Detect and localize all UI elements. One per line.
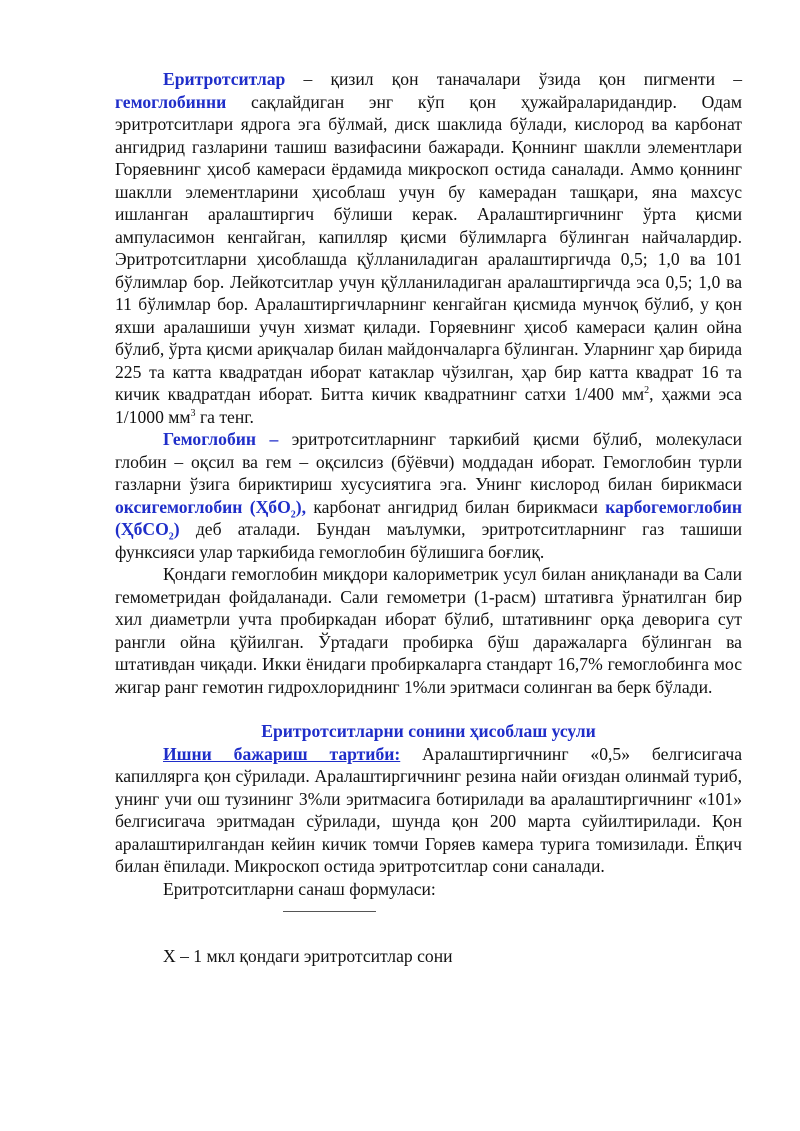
- term-procedure: Ишни бажариш тартиби:: [163, 743, 401, 764]
- formula-label: Еритротситларни санаш формуласи:: [163, 878, 436, 899]
- para2-text-3: деб аталади. Бундан маълумки, эритротситларнинг газ ташиши функсияси улар таркибида гемоглобин бўлишига боғлиқ.: [115, 519, 742, 562]
- term-hemoglobin: гемоглобинни: [115, 91, 227, 112]
- section-heading: Еритротситларни сонини ҳисоблаш усули: [261, 721, 596, 741]
- spacer: [115, 698, 742, 720]
- para1-text-3: , ҳажми эса 1/1000 мм: [115, 384, 742, 427]
- term-erythrocytes: Еритротситлар: [163, 69, 286, 89]
- para1-text-4: га тенг.: [195, 406, 254, 427]
- paragraph-erythrocytes: [115, 68, 742, 428]
- term-carbohemoglobin: карбогемоглобин (ҲбСО$_2$): [115, 496, 742, 543]
- term-oxyhemoglobin: оксигемоглобин (ҲбО$_2$),: [115, 496, 307, 521]
- superscript-3: 3: [190, 407, 196, 419]
- para4-text-1: Аралаштиргичнинг «0,5» белгисигача капиллярга қон сўрилади. Аралаштиргичнинг резина найи оғиздан олинмай туриб, унинг учи ош тузининг 3%ли эритмасига ботирилади ва аралаштиргичнинг «101» белгисигача эритмадан сўрилади, шунда қон 200 марта суйилтирилади. Қон аралаштирилгандан кейин кичик томчи Горяев камера турига томизилади. Ёпқич билан ёпилади. Микроскоп остида эритротситлар сони саналади.: [115, 743, 743, 876]
- para1-text-1: – қизил қон таначалари ўзида қон пигменти –: [285, 69, 742, 89]
- paragraph-procedure: [115, 743, 742, 878]
- term-hemoglobin-def: Гемоглобин –: [163, 429, 279, 449]
- para2-text-2: карбонат ангидрид билан бирикмаси: [306, 496, 606, 517]
- formula-legend: Х – 1 мкл қондаги эритротситлар сони: [163, 946, 453, 966]
- para2-text-1: эритротситларнинг таркибий қисми бўлиб, молекуласи глобин – оқсил ва гем – оқсилсиз (бўёвчи) моддадан иборат. Гемоглобин турли газларни ўзига бириктириш хусусиятига эга. Унинг кислород билан бирикмаси: [115, 429, 742, 494]
- superscript-2: 2: [644, 385, 650, 397]
- paragraph-sali-hemometer: Қондаги гемоглобин миқдори калориметрик усул билан аниқланади ва Сали гемометридан фойдаланади. Сали гемометри (1-расм) штативга ўрнатилган бир хил диаметрли учта пробиркадан иборат бўлиб, штативнинг орқа деворига сут рангли ойна қўйилган. Ўртадаги пробирка бўш даражаларга бўлинган ва штативдан чиқади. Икки ёнидаги пробиркаларга стандарт 16,7% гемоглобинга мос жигар ранг гемотин гидрохлориднинг 1%ли эритмаси солинган ва берк бўлади.: [115, 564, 742, 697]
- formula-space: [115, 900, 742, 945]
- paragraph-hemoglobin: [115, 428, 742, 563]
- formula-fraction-line: [283, 911, 376, 912]
- para1-text-2: сақлайдиган энг кўп қон ҳужайраларидандир. Одам эритротситлари ядрога эга бўлмай, диск шаклида бўлади, кислород ва карбонат ангидрид газларини ташиш вазифасини бажаради. Қоннинг шаклли элементлари Горяевнинг ҳисоб камераси ёрдамида микроскоп остида саналади. Аммо қоннинг шаклли элементларини ҳисоблаш учун бу камерадан ташқари, яна махсус ишланган аралаштиргич бўлиши керак. Аралаштиргичнинг ўрта қисми ампуласимон кенгайган, капилляр қисми бўлимларга бўлинган найчалардир. Эритротситларни ҳисоблашда қўлланиладиган аралаштиргичда 0,5; 1,0 ва 101 бўлимлар бор. Лейкотситлар учун қўлланиладиган аралаштиргичда эса 0,5; 1,0 ва 11 бўлимлар бор. Аралаштиргичларнинг кенгайган қисмида мунчоқ бўлиб, у қон яхши аралашиши учун хизмат қилади. Горяевнинг ҳисоб камераси қалин ойна бўлиб, ўрта қисми ариқчалар билан майдончаларга бўлинган. Уларнинг ҳар бирида 225 та катта квадратдан иборат катаклар чўзилган, ҳар бир катта квадрат 16 та кичик квадратдан иборат. Битта кичик квадратнинг сатхи 1/400 мм: [115, 91, 742, 404]
- document-page: [115, 68, 742, 968]
